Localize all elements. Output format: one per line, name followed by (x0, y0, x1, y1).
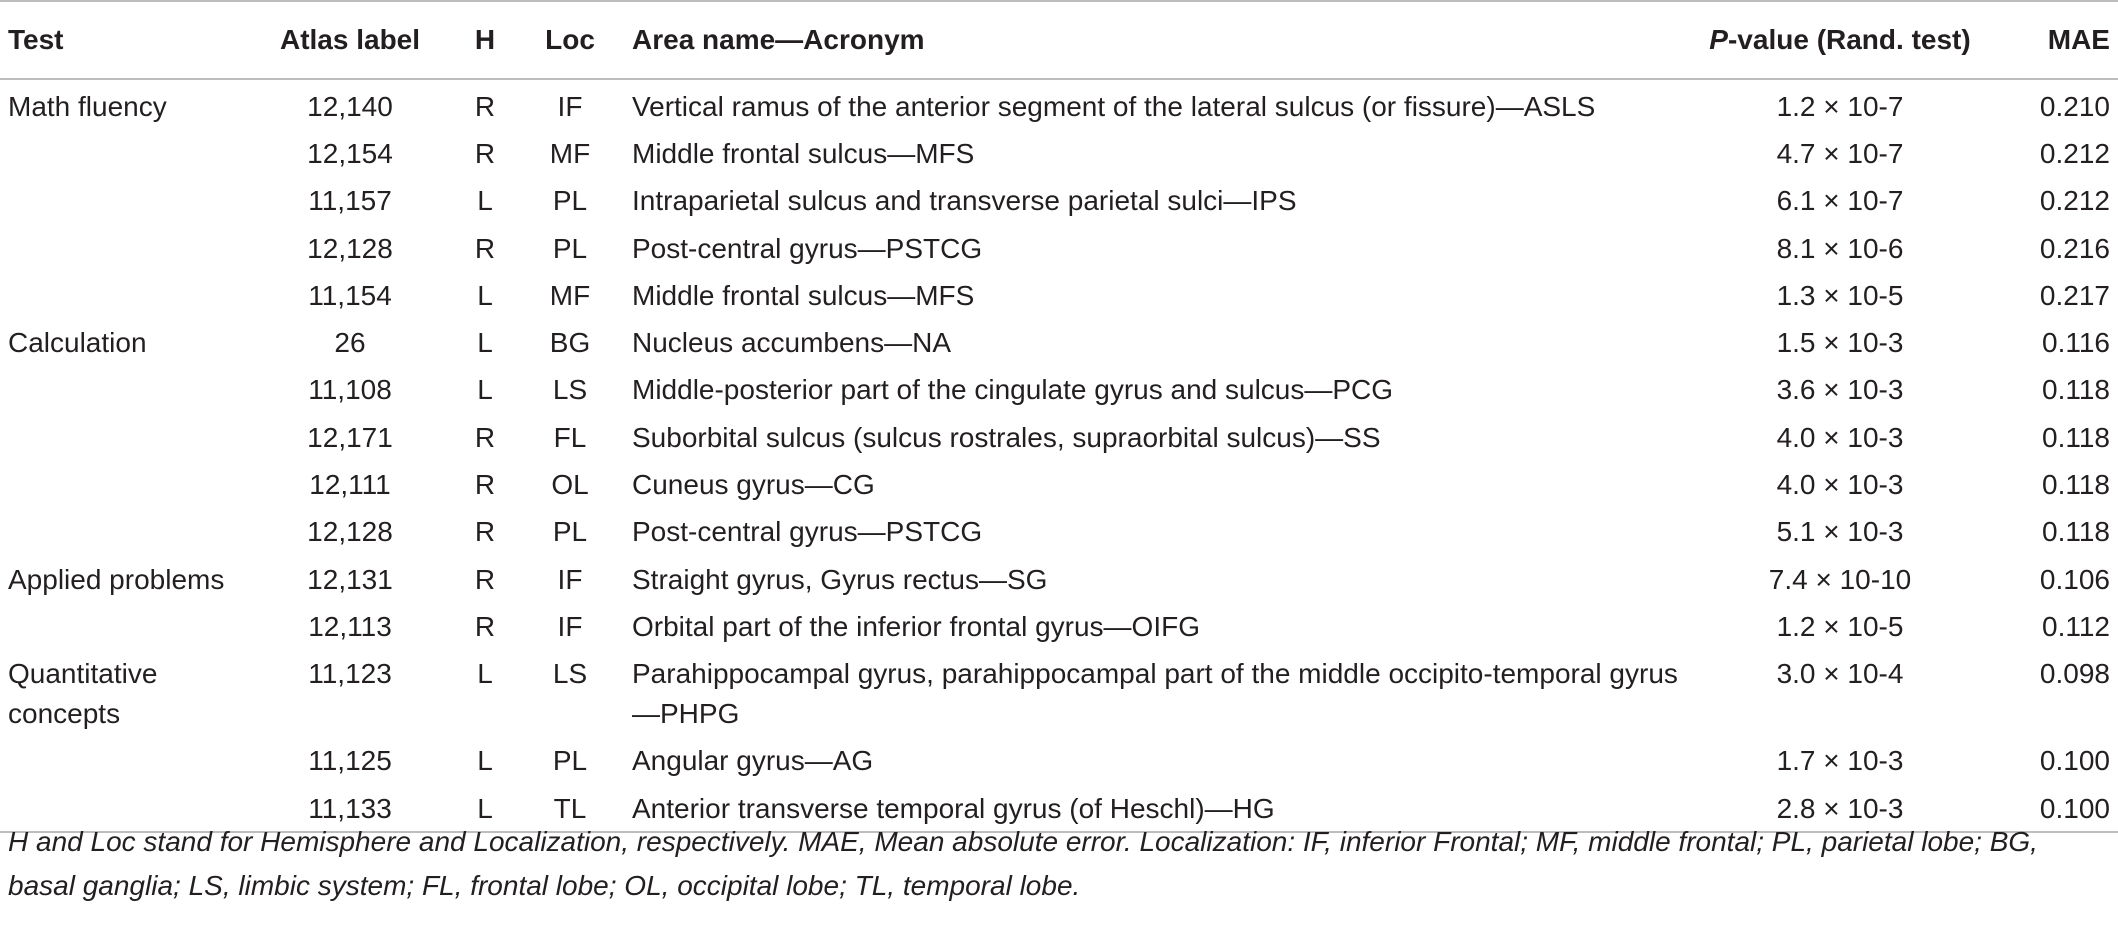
cell-atlas-label: 11,157 (308, 185, 392, 217)
cell-localization: IF (557, 563, 583, 595)
table-row (0, 458, 2118, 505)
cell-area-name: Nucleus accumbens—NA (632, 327, 952, 359)
cell-mae: 0.118 (2042, 374, 2110, 406)
table-row (0, 647, 2118, 734)
table-row (0, 734, 2118, 781)
table-row (0, 222, 2118, 269)
header-mae: MAE (1990, 1, 2118, 79)
cell-test (0, 174, 250, 221)
cell-localization: MF (549, 279, 591, 311)
cell-pvalue: 3.0 × 10-4 (1776, 658, 1904, 690)
cell-atlas-label: 12,128 (307, 232, 393, 264)
cell-localization: BG (549, 327, 591, 359)
header-test: Test (0, 1, 250, 79)
cell-pvalue: 1.5 × 10-3 (1776, 327, 1904, 359)
cell-localization: MF (549, 138, 591, 169)
cell-area-name: Middle frontal sulcus—MFS (632, 138, 975, 169)
cell-atlas-label: 12,154 (307, 138, 393, 169)
table-row (0, 505, 2118, 552)
cell-hemisphere: R (474, 91, 496, 122)
cell-atlas-label: 12,128 (307, 516, 393, 548)
cell-hemisphere: R (474, 138, 496, 169)
cell-hemisphere: L (477, 745, 493, 777)
cell-localization: PL (552, 745, 588, 777)
cell-area-name: Cuneus gyrus—CG (632, 469, 875, 501)
cell-mae: 0.106 (2039, 563, 2110, 595)
cell-area-name: Orbital part of the inferior frontal gyrus—OIFG (632, 610, 1200, 642)
cell-localization: OL (551, 469, 589, 501)
cell-test (0, 458, 250, 505)
cell-area-name: Intraparietal sulcus and transverse parietal sulci—IPS (632, 185, 1297, 217)
cell-pvalue: 4.0 × 10-3 (1776, 469, 1904, 501)
cell-localization: IF (557, 610, 583, 642)
cell-pvalue: 3.6 × 10-3 (1776, 374, 1904, 406)
cell-area-name: Anterior transverse temporal gyrus (of Heschl)—HG (620, 782, 1690, 832)
cell-hemisphere: L (477, 327, 493, 359)
cell-test: Calculation (8, 327, 147, 359)
cell-area-name: Middle-posterior part of the cingulate gyrus and sulcus—PCG (632, 374, 1394, 406)
header-area-name: Area name—Acronym (620, 1, 1690, 79)
cell-mae: 0.217 (2039, 279, 2110, 311)
cell-hemisphere: R (474, 421, 496, 453)
cell-test (0, 269, 250, 316)
cell-atlas-label: 12,171 (307, 421, 393, 453)
cell-hemisphere: L (477, 185, 493, 217)
cell-pvalue: 1.2 × 10-5 (1776, 610, 1904, 642)
cell-mae: 0.210 (2039, 91, 2110, 122)
table-row (0, 600, 2118, 647)
cell-mae: 0.098 (2039, 658, 2110, 690)
header-pvalue-p: P (1709, 24, 1728, 55)
cell-hemisphere: R (474, 232, 496, 264)
cell-atlas-label: 12,111 (309, 469, 391, 501)
cell-mae: 0.212 (2039, 138, 2110, 169)
cell-atlas-label: 11,154 (308, 279, 392, 311)
cell-test (0, 363, 250, 410)
cell-area-name: Post-central gyrus—PSTCG (632, 516, 983, 548)
header-pvalue (1690, 1, 1990, 79)
cell-area-name: Angular gyrus—AG (632, 745, 874, 777)
table-row (0, 127, 2118, 174)
cell-pvalue: 5.1 × 10-3 (1776, 516, 1904, 548)
cell-localization: IF (557, 91, 583, 122)
header-atlas-label: Atlas label (250, 1, 450, 79)
cell-pvalue: 1.7 × 10-3 (1776, 745, 1904, 777)
cell-mae: 0.116 (2042, 327, 2110, 359)
cell-atlas-label: 12,113 (308, 610, 392, 642)
cell-mae: 0.216 (2039, 232, 2110, 264)
cell-mae: 0.100 (2039, 745, 2110, 777)
cell-area-name: Post-central gyrus—PSTCG (632, 232, 983, 264)
table-row (0, 316, 2118, 363)
cell-localization: LS (552, 374, 588, 406)
cell-localization: PL (552, 185, 588, 217)
table-row (0, 553, 2118, 600)
cell-localization: TL (520, 782, 620, 832)
cell-hemisphere: R (474, 516, 496, 548)
cell-atlas-label: 11,123 (308, 658, 392, 690)
table-row (0, 363, 2118, 410)
cell-hemisphere: R (474, 563, 496, 595)
cell-test: Applied problems (8, 563, 225, 595)
table-row (0, 174, 2118, 221)
cell-localization: LS (552, 658, 588, 690)
cell-hemisphere: L (477, 658, 493, 690)
cell-hemisphere: L (477, 279, 493, 311)
cell-area-name: Vertical ramus of the anterior segment of the lateral sulcus (or fissure)—ASLS (632, 91, 1596, 122)
cell-test: Quantitative concepts (8, 658, 158, 730)
cell-pvalue: 7.4 × 10-10 (1768, 563, 1912, 595)
cell-atlas-label: 11,133 (250, 782, 450, 832)
cell-test: Math fluency (8, 91, 167, 122)
cell-area-name: Suborbital sulcus (sulcus rostrales, supraorbital sulcus)—SS (632, 421, 1381, 453)
cell-mae: 0.118 (2042, 469, 2110, 501)
cell-test (0, 505, 250, 552)
cell-mae: 0.112 (2042, 610, 2110, 642)
header-localization: Loc (520, 1, 620, 79)
cell-pvalue: 2.8 × 10-3 (1690, 782, 1990, 832)
cell-area-name: Middle frontal sulcus—MFS (632, 279, 975, 311)
table-header-row (0, 1, 2118, 79)
cell-pvalue: 1.2 × 10-7 (1776, 91, 1904, 122)
cell-test (0, 411, 250, 458)
cell-mae: 0.118 (2042, 421, 2110, 453)
cell-atlas-label: 12,140 (307, 91, 393, 122)
cell-pvalue: 6.1 × 10-7 (1776, 185, 1904, 217)
cell-localization: PL (552, 516, 588, 548)
cell-hemisphere: R (474, 610, 496, 642)
table-footnote: H and Loc stand for Hemisphere and Localization, respectively. MAE, Mean absolute error. Localization: IF, inferior Frontal; MF, middle frontal; PL, parietal lobe; BG, basal ganglia; LS, limbic system; FL, frontal lobe; OL, occipital lobe; TL, temporal lobe. (8, 826, 2038, 901)
cell-test (0, 600, 250, 647)
cell-atlas-label: 11,125 (308, 745, 392, 777)
cell-area-name: Parahippocampal gyrus, parahippocampal part of the middle occipito-temporal gyrus—PHPG (632, 658, 1678, 730)
header-pvalue-rest: -value (Rand. test) (1727, 24, 1971, 55)
cell-pvalue: 4.0 × 10-3 (1776, 421, 1904, 453)
cell-mae: 0.118 (2042, 516, 2110, 548)
cell-hemisphere: L (477, 374, 493, 406)
table-row (0, 411, 2118, 458)
cell-pvalue: 8.1 × 10-6 (1776, 232, 1904, 264)
cell-area-name: Straight gyrus, Gyrus rectus—SG (632, 563, 1048, 595)
cell-localization: FL (553, 421, 587, 453)
cell-test (0, 222, 250, 269)
cell-hemisphere: L (450, 782, 520, 832)
header-hemisphere: H (450, 1, 520, 79)
cell-mae: 0.100 (1990, 782, 2118, 832)
table-body (0, 79, 2118, 832)
cell-atlas-label: 12,131 (307, 563, 393, 595)
cell-test (0, 127, 250, 174)
cell-pvalue: 1.3 × 10-5 (1776, 279, 1904, 311)
cell-mae: 0.212 (2039, 185, 2110, 217)
cell-atlas-label: 11,108 (308, 374, 392, 406)
cell-hemisphere: R (474, 469, 496, 501)
cell-atlas-label: 26 (334, 327, 366, 359)
table-row (0, 269, 2118, 316)
cell-localization: PL (552, 232, 588, 264)
table-row (0, 79, 2118, 127)
cell-test (0, 734, 250, 781)
cell-pvalue: 4.7 × 10-7 (1776, 138, 1904, 169)
